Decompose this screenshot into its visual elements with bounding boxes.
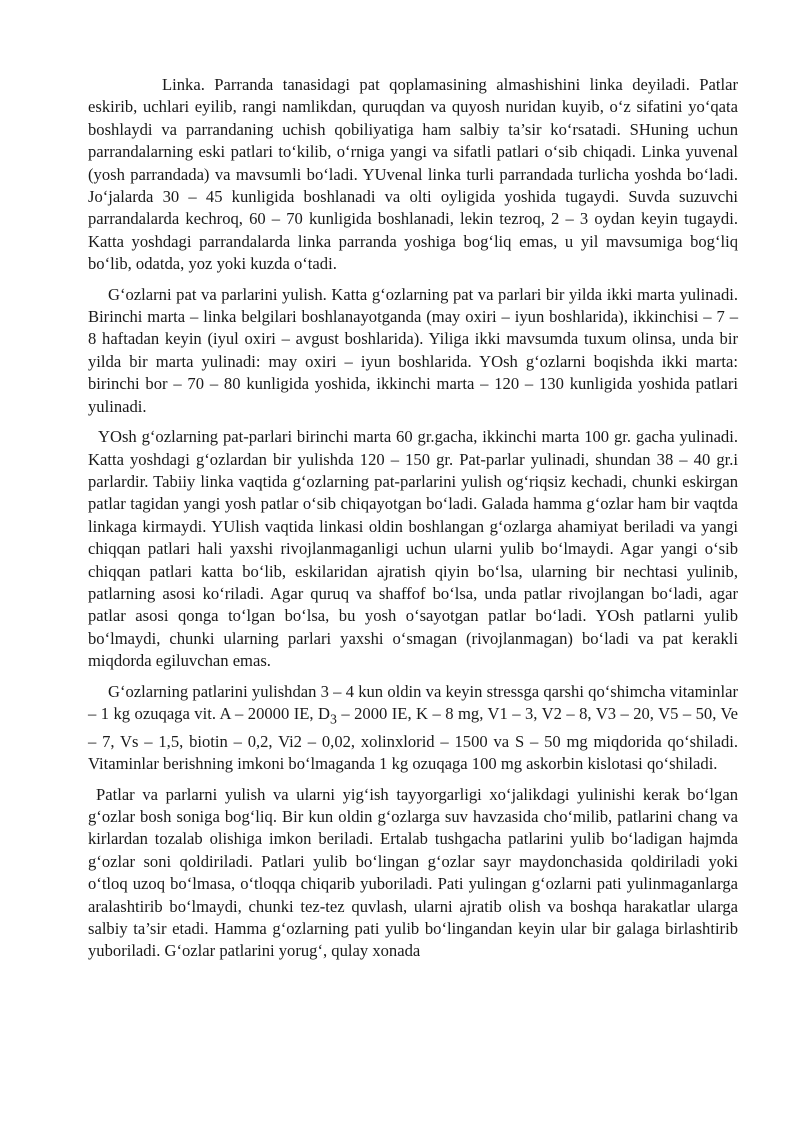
paragraph-preparation	[88, 784, 738, 963]
document-page	[88, 74, 738, 971]
paragraph-text: G‘ozlarni pat va parlarini yulish. Katta g‘ozlarning pat va parlari bir yilda ikki marta yulinadi. Birinchi marta – linka belgilari boshlanayotganda (may oxiri – iyun boshlarida), ikkinchisi – 7 – 8 haftadan keyin (iyul oxiri – avgust boshlarida). Yiliga ikki mavsumda tuxum olinsa, unda bir yilda bir marta yulinadi: may oxiri – iyun boshlarida. YOsh g‘ozlarni boqishda ikki marta: birinchi bor – 70 – 80 kunligida yoshida, ikkinchi marta – 120 – 130 kunligida yoshida patlari yulinadi.	[88, 284, 738, 416]
paragraph-text: Linka. Parranda tanasidagi pat qoplamasining almashishini linka deyiladi. Patlar eskirib, uchlari eyilib, rangi namlikdan, quruqdan va quyosh nuridan kuyib, o‘z sifatini yo‘qata boshlaydi va parrandaning uchish qobiliyatiga ham salbiy ta’sir ko‘rsatadi. SHuning uchun parrandalarning eski patlari to‘kilib, o‘rniga yangi va sifatli patlari o‘sib chiqadi. Linka yuvenal (yosh parrandada) va mavsumli bo‘ladi. YUvenal linka turli parrandada turlicha yoshda bo‘ladi. Jo‘jalarda 30 – 45 kunligida boshlanadi va olti oyligida yoshida tugaydi. Suvda suzuvchi parrandalarda kechroq, 60 – 70 kunligida boshlanadi, lekin tezroq, 2 – 3 oydan keyin tugaydi. Katta yoshdagi parrandalarda linka parranda yoshiga bog‘liq emas, u yil mavsumiga bog‘liq bo‘lib, odatda, yoz yoki kuzda o‘tadi.	[88, 75, 738, 274]
paragraph-plucking-adults	[88, 284, 738, 418]
subscript-text: 3	[330, 711, 337, 727]
paragraph-vitamins	[88, 681, 738, 776]
paragraph-text-continued: – 2000 IE, K – 8 mg, V1 – 3, V2 – 8, V3 – 20, V5 – 50, Ve – 7, Vs – 1,5, biotin – 0,2, Vi2 – 0,02, xolinxlorid – 1500 va S – 50 mg miqdorida qo‘shiladi. Vitaminlar berishning imkoni bo‘lmaganda 1 kg ozuqaga 100 mg askorbin kislotasi qo‘shiladi.	[88, 703, 739, 774]
paragraph-linka	[88, 74, 738, 276]
paragraph-plucking-young	[88, 426, 738, 672]
paragraph-text: YOsh g‘ozlarning pat-parlari birinchi marta 60 gr.gacha, ikkinchi marta 100 gr. gacha yulinadi. Katta yoshdagi g‘ozlardan bir yulishda 120 – 150 gr. Pat-parlar yulinadi, shundan 38 – 40 gr.i parlardir. Tabiiy linka vaqtida g‘ozlarning pat-parlarini yulish og‘riqsiz kechadi, chunki eskirgan patlar tagidan yangi yosh patlar o‘sib chiqayotgan bo‘ladi. Galada hamma g‘ozlar ham bir vaqtda linkaga kirmaydi. YUlish vaqtida linkasi oldin boshlangan g‘ozlarga ahamiyat beriladi va yangi chiqqan patlari hali yaxshi rivojlanmaganligi uchun ularni yulib bo‘lmaydi. Agar yangi o‘sib chiqqan patlari katta bo‘lib, eskilaridan ajratish qiyin bo‘lsa, ularning bir nechtasi yulinib, patlarning asosi ko‘riladi. Agar quruq va shaffof bo‘lsa, unda patlar rivojlangan bo‘ladi, agar patlar asosi qonga to‘lgan bo‘lsa, bu yosh o‘sayotgan patlar bo‘ladi. YOsh patlarni yulib bo‘lmaydi, chunki ularning parlari yaxshi o‘smagan (rivojlanmagan) bo‘ladi va pat kerakli miqdorda egiluvchan emas.	[88, 427, 738, 671]
paragraph-text: Patlar va parlarni yulish va ularni yig‘ish tayyorgarligi xo‘jalikdagi yulinishi kerak bo‘lgan g‘ozlar bosh soniga bog‘liq. Bir kun oldin g‘ozlarga suv havzasida cho‘milib, patlarini chang va kirlardan tozalab olishiga imkon beriladi. Ertalab tushgacha patlarini yulib bo‘ladigan hajmda g‘ozlar soni qoldiriladi. Patlari yulib bo‘lingan g‘ozlar sayr maydonchasida qoldiriladi yoki o‘tloq uzoq bo‘lmasa, o‘tloqqa chiqarib yuboriladi. Pati yulingan g‘ozlarni pati yulinmaganlarga aralashtirib bo‘lmaydi, chunki tez-tez quvlash, ularni ajratib olish va boshqa harakatlar ularga salbiy ta’sir etadi. Hamma g‘ozlarning pati yulib bo‘lingandan keyin ular bir galaga birlashtirib yuboriladi. G‘ozlar patlarini yorug‘, qulay xonada	[88, 784, 738, 961]
paragraph-text: G‘ozlarning patlarini yulishdan 3 – 4 kun oldin va keyin stressga qarshi qo‘shimcha vitaminlar – 1 kg ozuqaga vit. A – 20000 IE, D	[88, 681, 738, 723]
